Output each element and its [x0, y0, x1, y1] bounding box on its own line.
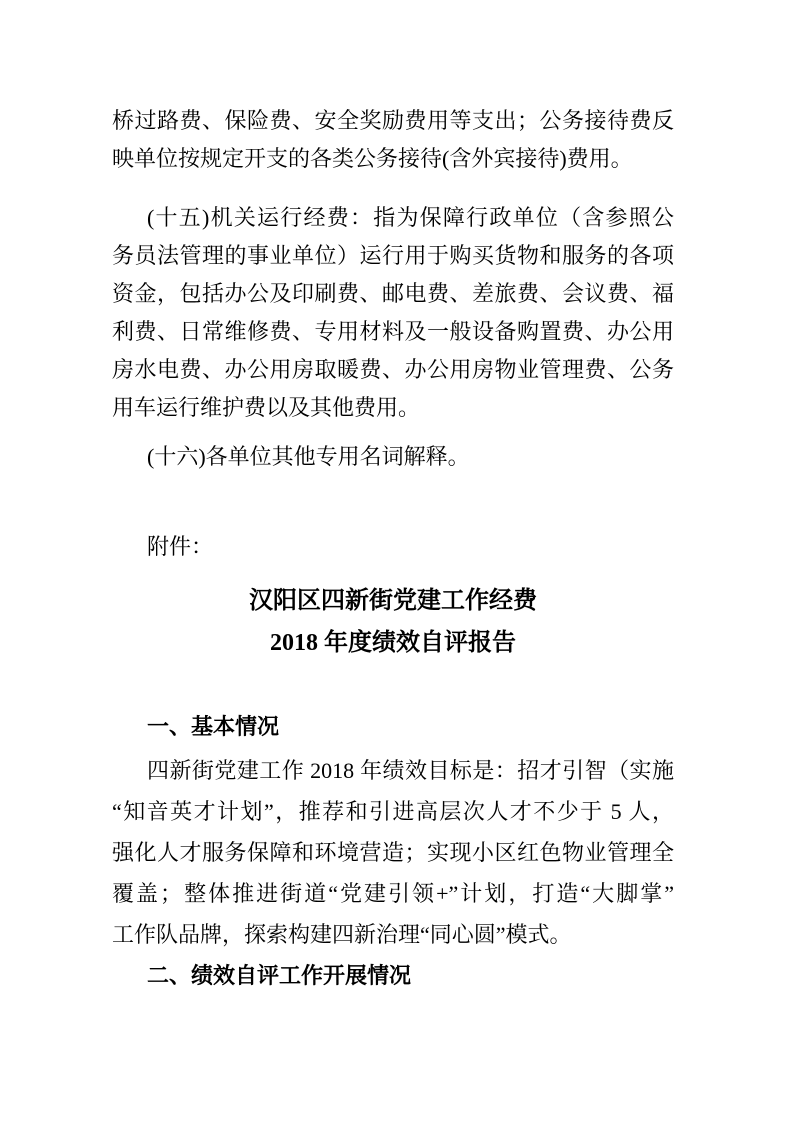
para-item-16-other-terms — [112, 438, 674, 476]
para-official-reception-continuation — [112, 102, 674, 178]
text-line: 映单位按规定开支的各类公务接待(含外宾接待)费用。 — [112, 146, 633, 171]
section-heading-self-evaluation-work: 二、绩效自评工作开展情况 — [147, 963, 412, 988]
para-performance-goals — [112, 750, 674, 955]
text-line: 桥过路费、保险费、安全奖励费用等支出；公务接待费反 — [112, 108, 674, 133]
text-line: 务员法管理的事业单位）运行用于购买货物和服务的各项 — [112, 243, 674, 268]
text-line: (十五)机关运行经费：指为保障行政单位（含参照公 — [147, 205, 674, 230]
text-line: 四新街党建工作 2018 年绩效目标是：招才引智（实施 — [147, 758, 674, 783]
text-line: 覆盖；整体推进街道“党建引领+”计划，打造“大脚掌” — [112, 881, 674, 906]
attachment-label — [112, 528, 674, 566]
report-title — [112, 580, 674, 664]
text-line: 用车运行维护费以及其他费用。 — [112, 395, 421, 420]
text-line: 房水电费、办公用房取暖费、办公用房物业管理费、公务 — [112, 357, 674, 382]
section-heading-basic-situation: 一、基本情况 — [147, 714, 280, 739]
text-line: 强化人才服务保障和环境营造；实现小区红色物业管理全 — [112, 840, 674, 865]
report-title-line2: 2018 年度绩效自评报告 — [270, 630, 516, 656]
text-line: 工作队品牌，探索构建四新治理“同心圆”模式。 — [112, 922, 572, 947]
text-line: 利费、日常维修费、专用材料及一般设备购置费、办公用 — [112, 319, 674, 344]
report-title-line1: 汉阳区四新街党建工作经费 — [249, 588, 537, 614]
text-line: “知音英才计划”，推荐和引进高层次人才不少于 5 人， — [112, 799, 674, 824]
document-content — [112, 102, 674, 995]
text-line: (十六)各单位其他专用名词解释。 — [147, 444, 470, 469]
text-line: 附件： — [147, 534, 214, 559]
text-line: 资金，包括办公及印刷费、邮电费、差旅费、会议费、福 — [112, 281, 674, 306]
para-item-15-agency-operating-costs — [112, 199, 674, 427]
